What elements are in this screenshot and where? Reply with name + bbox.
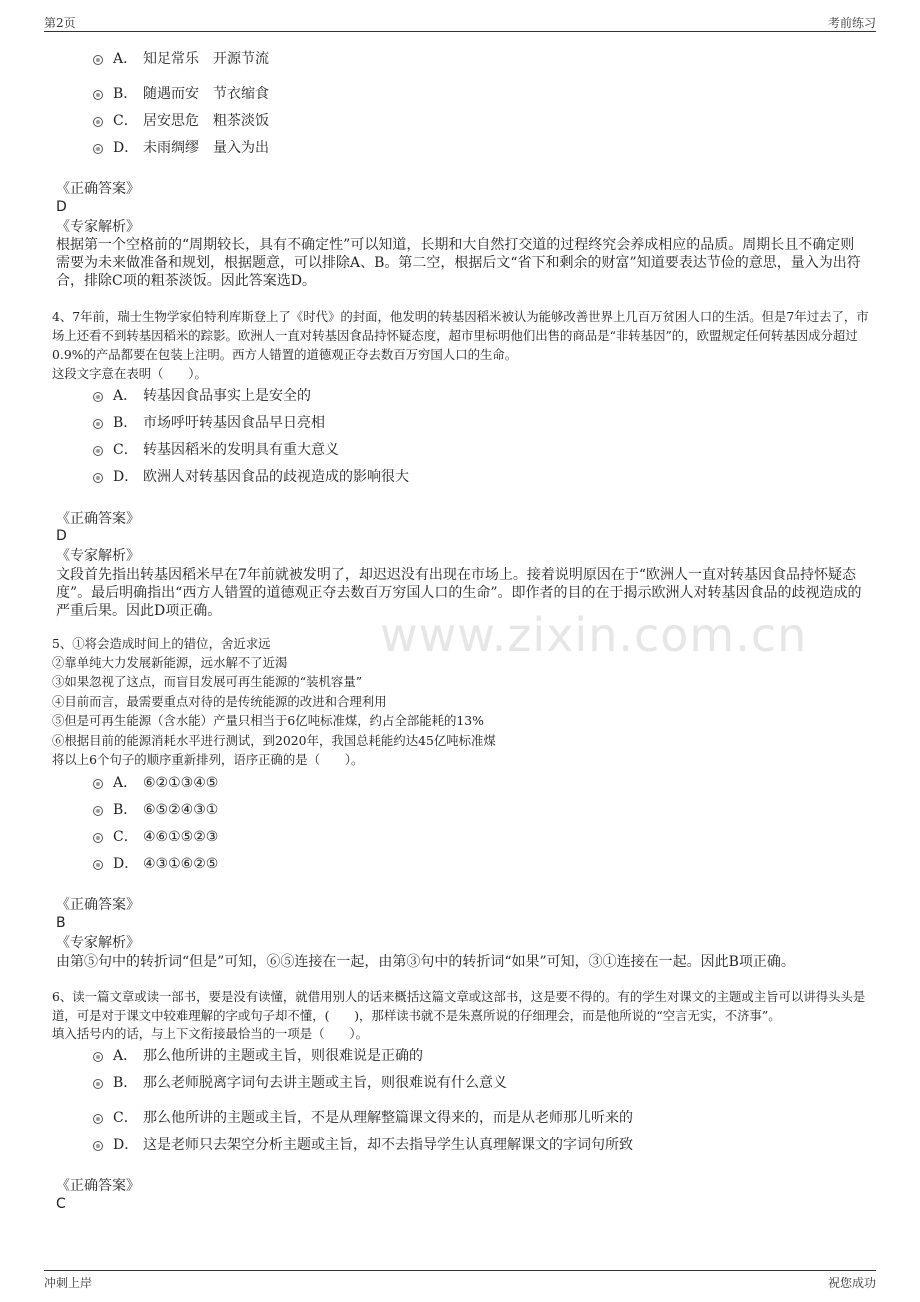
radio-icon[interactable] (93, 90, 103, 100)
radio-icon[interactable] (93, 806, 103, 816)
option-letter: A． (113, 388, 138, 404)
footer-right: 祝您成功 (827, 1276, 876, 1290)
option-text: 那么老师脱离字词句去讲主题或主旨，则很难说有什么意义 (143, 1075, 507, 1091)
q6-prompt: 填入括号内的话，与上下文衔接最恰当的一项是（ ）。 (52, 1026, 368, 1041)
radio-icon[interactable] (93, 1052, 103, 1062)
option-letter: B． (113, 802, 138, 818)
option-text: 那么他所讲的主题或主旨，不是从理解整篇课文得来的，而是从老师那儿听来的 (143, 1110, 633, 1126)
q4-stem: 4、7年前，瑞士生物学家伯特利库斯登上了《时代》的封面，他发明的转基因稻米被认为能够改善世界上几百万贫困人口的生活。但是7年过去了，市场上还看不到转基因稻米的踪影。欧洲人一直对转基因食品持怀疑态度，超市里标明他们出售的商品是“非转基因”的，欧盟规定任何转基因成分超过0.9%的产品都要在包装上注明。西方人错置的道德观正夺去数百万穷国人口的生命。 (52, 309, 869, 362)
option-letter: D． (113, 856, 139, 872)
option-text: ⑥②①③④⑤ (143, 775, 219, 791)
radio-icon[interactable] (93, 1141, 103, 1151)
page-number: 第2页 (44, 16, 76, 30)
option-text: 知足常乐 开源节流 (143, 51, 269, 67)
option-text: ④③①⑥②⑤ (143, 856, 219, 872)
radio-icon[interactable] (93, 144, 103, 154)
q5-line: 5、①将会造成时间上的错位，舍近求远 (52, 636, 271, 651)
q4-analysis: 文段首先指出转基因稻米早在7年前就被发明了，却迟迟没有出现在市场上。接着说明原因在于“欧洲人一直对转基因食品持怀疑态度”。最后明确指出“西方人错置的道德观正夺去数百万穷国人口的生命”。即作者的目的在于揭示欧洲人对转基因食品的歧视造成的严重后果。因此D项正确。 (56, 567, 862, 619)
q5-analysis: 由第⑤句中的转折词“但是”可知，⑥⑤连接在一起，由第③句中的转折词“如果”可知，③①连接在一起。因此B项正确。 (56, 954, 795, 970)
option-text: ⑥⑤②④③① (143, 802, 219, 818)
watermark: www.zixin.com.cn (380, 608, 808, 662)
option-letter: D． (113, 1137, 139, 1153)
q6-answer-label: 《正确答案》 (56, 1178, 140, 1194)
option-letter: B． (113, 1075, 138, 1091)
radio-icon[interactable] (93, 473, 103, 483)
radio-icon[interactable] (93, 1079, 103, 1089)
q4-answer: D (56, 528, 67, 544)
option-letter: D． (113, 469, 139, 485)
option-text: 转基因稻米的发明具有重大意义 (143, 442, 339, 458)
option-letter: C． (113, 1110, 138, 1126)
q6-stem: 6、读一篇文章或读一部书，要是没有读懂，就借用别人的话来概括这篇文章或这部书，这是要不得的。有的学生对课文的主题或主旨可以讲得头头是道，可是对于课文中较难理解的字或句子却不懂，( )，那样读书就不是朱熹所说的仔细理会，而是他所说的“空言无实，不济事”。 (52, 989, 866, 1023)
radio-icon[interactable] (93, 55, 103, 65)
option-text: 欧洲人对转基因食品的歧视造成的影响很大 (143, 469, 409, 485)
page-header (44, 14, 876, 30)
option-letter: C． (113, 442, 138, 458)
radio-icon[interactable] (93, 392, 103, 402)
option-text: 随遇而安 节衣缩食 (143, 86, 269, 102)
q3-answer: D (56, 199, 67, 215)
option-letter: B． (113, 415, 138, 431)
option-letter: C． (113, 829, 138, 845)
q5-line: ⑤但是可再生能源（含水能）产量只相当于6亿吨标准煤，约占全部能耗的13% (52, 713, 484, 728)
radio-icon[interactable] (93, 833, 103, 843)
q5-line: ④目前而言，最需要重点对待的是传统能源的改进和合理利用 (52, 694, 387, 709)
q4-prompt: 这段文字意在表明（ ）。 (52, 366, 207, 381)
option-letter: C． (113, 113, 138, 129)
q6-answer: C (56, 1196, 66, 1212)
q5-answer: B (56, 915, 66, 931)
option-text: 这是老师只去架空分析主题或主旨，却不去指导学生认真理解课文的字词句所致 (143, 1137, 633, 1153)
q5-line: ⑥根据目前的能源消耗水平进行测试，到2020年，我国总耗能约达45亿吨标准煤 (52, 733, 496, 748)
radio-icon[interactable] (93, 446, 103, 456)
radio-icon[interactable] (93, 117, 103, 127)
option-letter: D． (113, 140, 139, 156)
q3-analysis: 根据第一个空格前的“周期较长，具有不确定性”可以知道，长期和大自然打交道的过程终究会养成相应的品质。周期长且不确定则需要为未来做准备和规划，根据题意，可以排除A、B。第二空，根据后文“省下和剩余的财富”知道要表达节俭的意思，量入为出符合，排除C项的粗茶淡饭。因此答案选D。 (56, 237, 861, 289)
option-letter: A． (113, 1048, 138, 1064)
q5-line: ②靠单纯大力发展新能源，远水解不了近渴 (52, 655, 288, 670)
radio-icon[interactable] (93, 419, 103, 429)
option-text: 那么他所讲的主题或主旨，则很难说是正确的 (143, 1048, 423, 1064)
option-letter: B． (113, 86, 138, 102)
q3-analysis-label: 《专家解析》 (56, 219, 140, 235)
q4-answer-label: 《正确答案》 (56, 511, 140, 527)
q5-analysis-label: 《专家解析》 (56, 935, 140, 951)
q3-answer-label: 《正确答案》 (56, 181, 140, 197)
radio-icon[interactable] (93, 779, 103, 789)
option-text: ④⑥①⑤②③ (143, 829, 219, 845)
option-text: 市场呼吁转基因食品早日亮相 (143, 415, 325, 431)
footer-left: 冲刺上岸 (44, 1276, 93, 1290)
q4-analysis-label: 《专家解析》 (56, 548, 140, 564)
header-title: 考前练习 (827, 16, 876, 30)
option-letter: A． (113, 775, 138, 791)
q5-answer-label: 《正确答案》 (56, 897, 140, 913)
q5-line: ③如果忽视了这点，而盲目发展可再生能源的“装机容量” (52, 674, 363, 689)
option-text: 转基因食品事实上是安全的 (143, 388, 311, 404)
header-rule (44, 31, 876, 32)
option-letter: A． (113, 51, 138, 67)
radio-icon[interactable] (93, 1114, 103, 1124)
q5-prompt: 将以上6个句子的顺序重新排列，语序正确的是（ ）。 (52, 752, 364, 767)
option-text: 未雨绸缪 量入为出 (143, 140, 269, 156)
footer-rule (44, 1270, 876, 1271)
option-text: 居安思危 粗茶淡饭 (143, 113, 269, 129)
radio-icon[interactable] (93, 860, 103, 870)
